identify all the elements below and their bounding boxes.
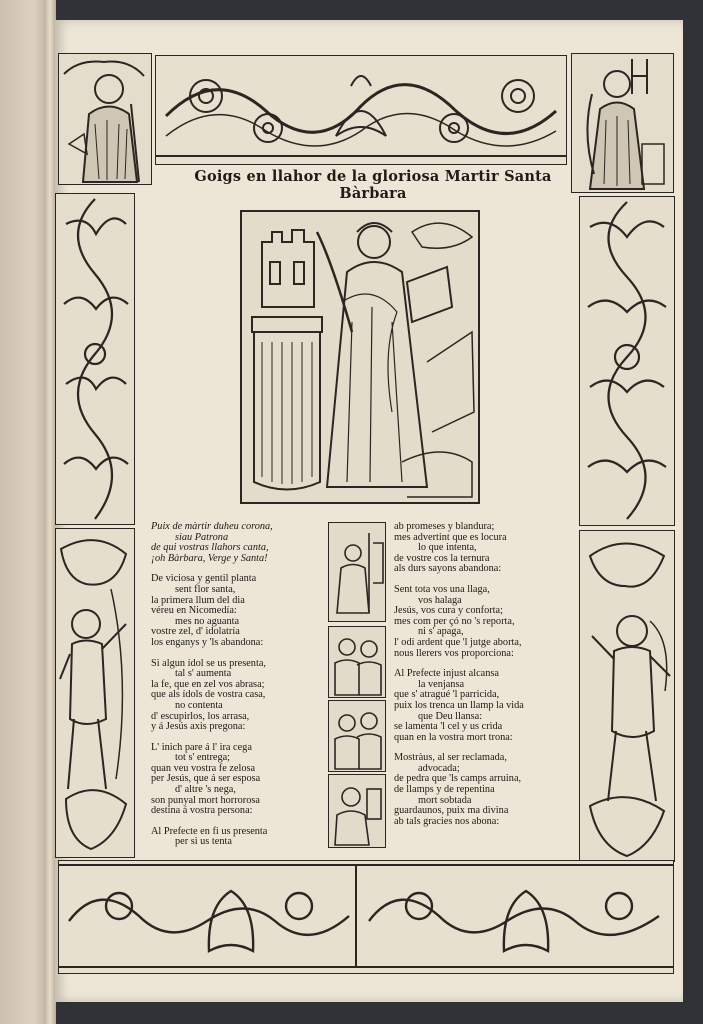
verse-line: ni s' apaga, [418, 626, 464, 638]
verse-line: y á Jesús axis pregona: [151, 721, 246, 733]
verse-line: lo que intenta, [418, 542, 477, 554]
verse-line: quan veu vostra fe zelosa [151, 762, 256, 774]
verse-line: puix los trenca un llamp la vida [394, 699, 524, 711]
vignette-saint-4 [328, 774, 386, 848]
refrain-line: ¡oh Bàrbara, Verge y Santa! [151, 552, 268, 564]
verse-line: d' altre 's nega, [175, 784, 236, 796]
verse-line: per Jesús, que á ser esposa [151, 773, 261, 785]
verse-line: son punyal mort horrorosa [151, 794, 260, 806]
verse-line: ab promeses y blandura; [394, 521, 495, 532]
woodcut-cherub-left [55, 528, 135, 858]
verse-line: L' inich pare á l' ira cega [151, 741, 252, 753]
verse-line: tal s' aumenta [175, 668, 232, 680]
floral-border-bottom [58, 860, 674, 974]
woodcut-saint-top-right [571, 53, 674, 193]
verse-line: Al Prefecte injust alcansa [394, 668, 499, 680]
verse-line: no contenta [175, 699, 223, 711]
verse-line: vostre zel, d' idolatría [151, 626, 240, 638]
verse-line: que als ídols de vostra casa, [151, 689, 266, 701]
verse-line: quan en la vostra mort trona: [394, 731, 513, 743]
verse-line: los enganys y 'ls abandona: [151, 636, 264, 648]
acanthus-border-right [579, 196, 675, 526]
refrain-line: siau Patrona [175, 531, 229, 543]
verse-line: De viciosa y gentil planta [151, 573, 257, 585]
verse-line: que s' atragué 'l parricida, [394, 689, 500, 701]
verse-line: als durs sayons abandona: [394, 563, 502, 575]
vignette-saint-1 [328, 522, 386, 622]
verse-line: Si algun ídol se us presenta, [151, 657, 266, 669]
printed-page [55, 20, 683, 1002]
verse-line: advocada; [418, 762, 460, 774]
verse-line: Al Prefecte en fi us presenta [151, 825, 268, 837]
woodcut-saint-top-left [58, 53, 152, 185]
verse-line: de vostre cos la ternura [394, 552, 490, 564]
verse-line: Mostràus, al ser reclamada, [394, 752, 507, 764]
vignette-saint-3 [328, 700, 386, 772]
verse-line: mort sobtada [418, 794, 472, 806]
acanthus-border-left [55, 193, 135, 525]
floral-border-top [155, 55, 567, 165]
verse-line: Jesús, vos cura y conforta; [394, 605, 503, 617]
woodcut-santa-barbara [240, 210, 480, 504]
verse-line: mes no aguanta [175, 615, 240, 627]
verse-line: Sent tota vos una llaga, [394, 583, 490, 595]
refrain-line: de qui vostras llahors canta, [151, 542, 269, 554]
verse-line: per si us tenta [175, 836, 232, 848]
woodcut-cherub-right [579, 530, 675, 862]
verse-line: de pedra que 'ls camps arruina, [394, 773, 522, 785]
verse-line: mes advertint que es locura [394, 531, 507, 543]
verse-line: nous llerers vos proporciona: [394, 647, 514, 659]
verse-line: vos halaga [418, 594, 462, 606]
verse-line: tot s' entrega; [175, 752, 231, 764]
verse-line: véreu en Nicomedía: [151, 605, 237, 617]
text-column-right [394, 522, 579, 827]
verse-line: ab tals gracies nos abona: [394, 815, 500, 827]
verse-line: que Deu llansa: [418, 710, 483, 722]
page-title: Goigs en llahor de la gloriosa Martir Santa Bàrbara [194, 168, 552, 202]
verse-line: se lamenta 'l cel y us crida [394, 721, 503, 733]
vignette-saint-2 [328, 626, 386, 698]
verse-line: sent flor santa, [175, 583, 236, 595]
verse-line: la venjansa [418, 678, 465, 690]
verse-line: de llamps y de repentina [394, 784, 495, 796]
verse-line: guardaunos, puix ma divina [394, 805, 509, 817]
verse-line: la primera llum del dia [151, 594, 245, 606]
text-column-left [151, 522, 326, 848]
verse-line: destina á vostra persona: [151, 805, 253, 817]
refrain-line: Puix de màrtir duheu corona, [151, 521, 273, 532]
verse-line: l' odi ardent que 'l jutge aborta, [394, 636, 522, 648]
verse-line: la fe, que en zel vos abrasa; [151, 678, 265, 690]
verse-line: d' escupirlos, los arrasa, [151, 710, 250, 722]
verse-line: mes com per çó no 's reporta, [394, 615, 515, 627]
